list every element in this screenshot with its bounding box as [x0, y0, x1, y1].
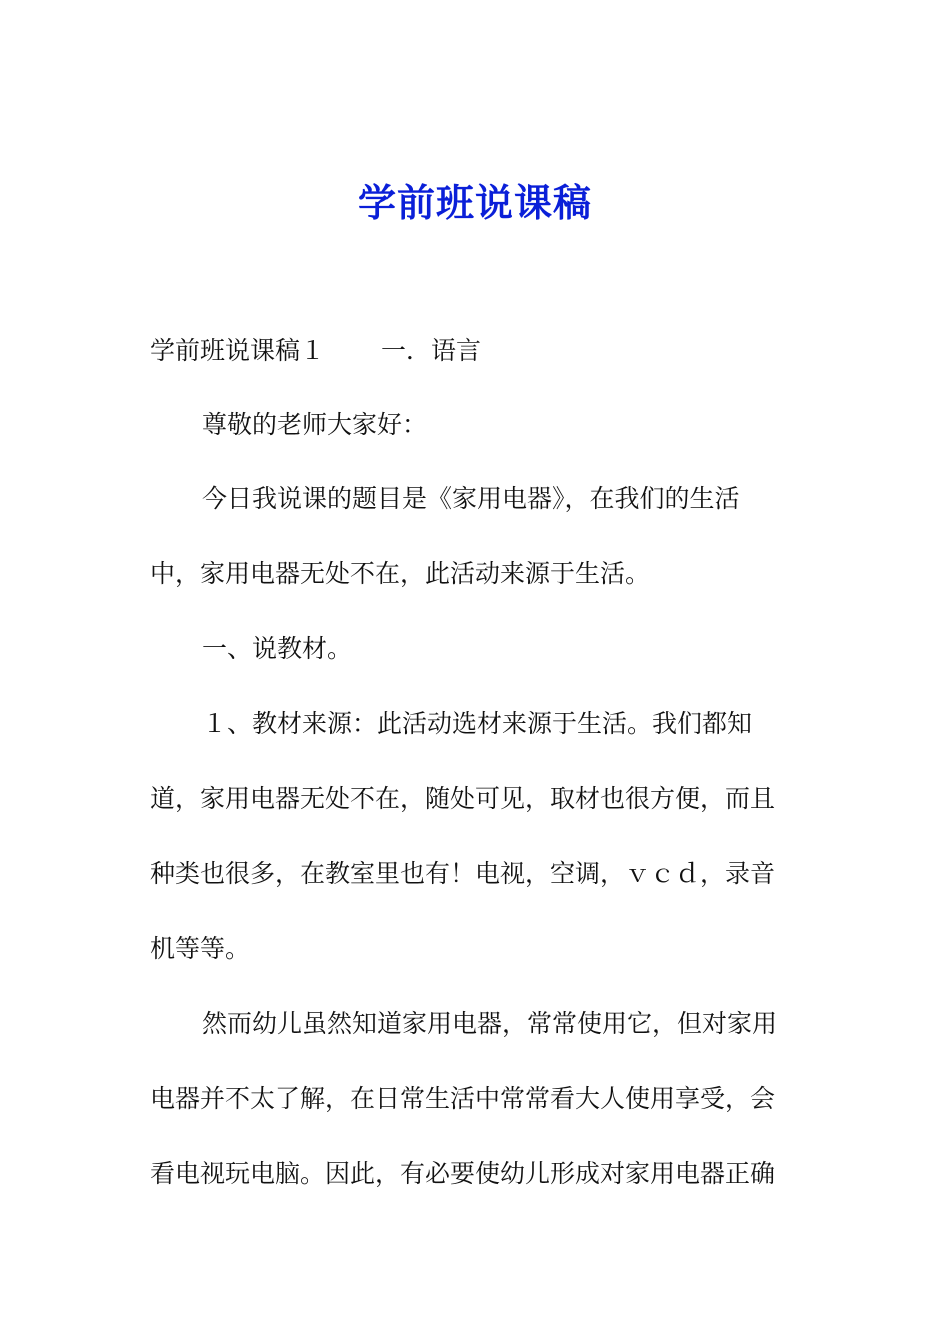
paragraph-line-4: 一、说教材。: [202, 634, 353, 663]
document-title: 学前班说课稿: [357, 180, 592, 225]
section-heading: [150, 333, 810, 369]
paragraph-line-9: 然而幼儿虽然知道家用电器，常常使用它，但对家用: [202, 1009, 778, 1038]
paragraph-line-1: 尊敬的老师大家好：: [202, 410, 428, 439]
paragraph-line-2: 今日我说课的题目是《家用电器》，在我们的生活: [202, 484, 740, 513]
paragraph-line-3: 中，家用电器无处不在，此活动来源于生活。: [150, 559, 651, 588]
paragraph-line-11: 看电视玩电脑。因此，有必要使幼儿形成对家用电器正确: [150, 1159, 776, 1188]
paragraph-line-10: 电器并不太了解，在日常生活中常常看大人使用享受，会: [150, 1084, 776, 1113]
section-heading-subject: 一．语言: [381, 336, 482, 365]
paragraph-line-6: 道，家用电器无处不在，随处可见，取材也很方便，而且: [150, 784, 776, 813]
paragraph-line-7: 种类也很多，在教室里也有！电视，空调，ｖｃｄ，录音: [150, 859, 776, 888]
paragraph-line-8: 机等等。: [150, 934, 251, 963]
paragraph-line-5: １、教材来源：此活动选材来源于生活。我们都知: [202, 709, 753, 738]
section-heading-label: 学前班说课稿１: [150, 336, 326, 365]
